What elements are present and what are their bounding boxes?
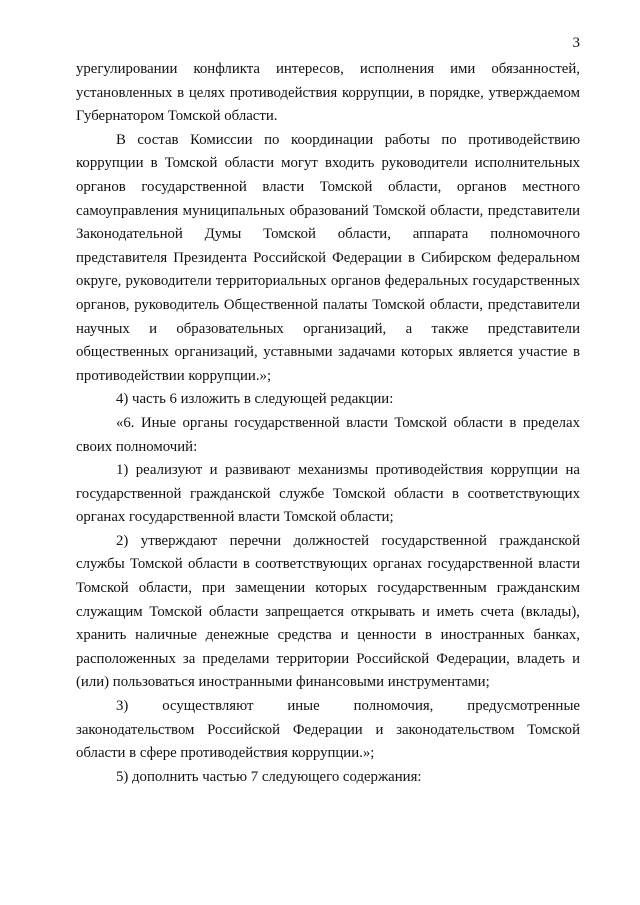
- paragraph-part-6-intro: «6. Иные органы государственной власти Томской области в пределах своих полномочий:: [76, 414, 580, 455]
- page-number: 3: [572, 35, 580, 51]
- paragraph-item-2: 2) утверждают перечни должностей государственной гражданской службы Томской области в соответствующих органах государственной власти Томской области, при замещении которых государственным гражданским служащим Томской области запрещается открывать и иметь счета (вклады), хранить наличные денежные средства и ценности в иностранных банках, расположенных за пределами территории Российской Федерации, владеть и (или) пользоваться иностранными финансовыми инструментами;: [76, 532, 580, 691]
- paragraph-amendment-4: 4) часть 6 изложить в следующей редакции:: [116, 391, 394, 408]
- paragraph-continuation: урегулировании конфликта интересов, исполнения ими обязанностей, установленных в целях противодействия коррупции, в порядке, утверждаемом Губернатором Томской области.: [76, 61, 580, 125]
- paragraph-item-3: 3) осуществляют иные полномочия, предусмотренные законодательством Российской Федерации и законодательством Томской области в сфере противодействия коррупции.»;: [76, 698, 580, 762]
- document-body: [76, 58, 580, 789]
- paragraph-amendment-5: 5) дополнить частью 7 следующего содержания:: [116, 768, 422, 785]
- paragraph-item-1: 1) реализуют и развивают механизмы противодействия коррупции на государственной гражданской службе Томской области в соответствующих органах государственной власти Томской области;: [76, 462, 580, 526]
- paragraph-commission-composition: В состав Комиссии по координации работы по противодействию коррупции в Томской области могут входить руководители исполнительных органов государственной власти Томской области, органов местного самоуправления муниципальных образований Томской области, представители Законодательной Думы Томской области, аппарата полномочного представителя Президента Российской Федерации в Сибирском федеральном округе, руководители территориальных органов федеральных государственных органов, руководитель Общественной палаты Томской области, представители научных и образовательных организаций, а также представители общественных организаций, уставными задачами которых является участие в противодействии коррупции.»;: [76, 131, 580, 384]
